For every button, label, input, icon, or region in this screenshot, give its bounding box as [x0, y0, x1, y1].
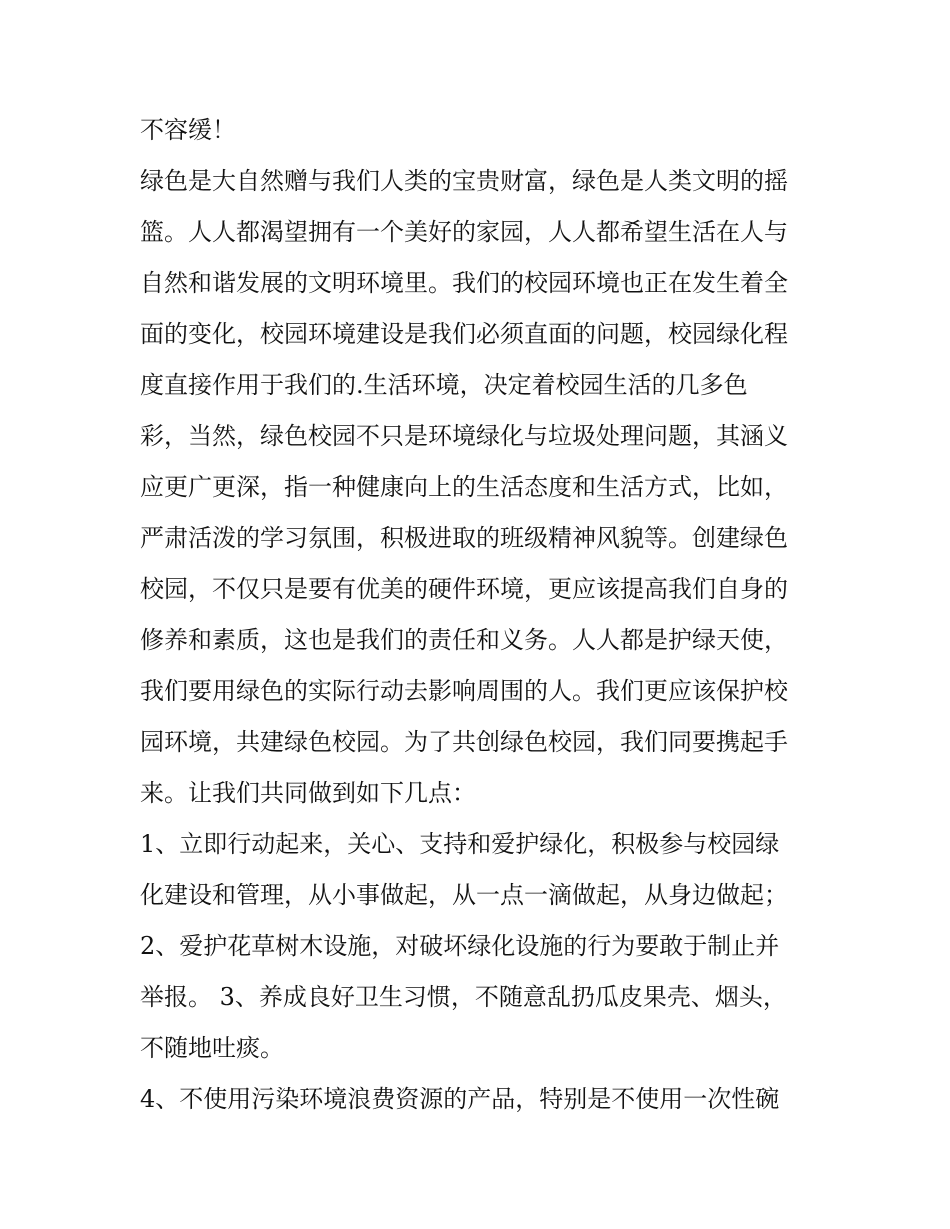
text-line: 校园，不仅只是要有优美的硬件环境，更应该提高我们自身的 — [140, 575, 788, 603]
text-line: 篮。人人都渴望拥有一个美好的家园，人人都希望生活在人与 — [140, 218, 788, 246]
text-line: 不随地吐痰。 — [140, 1034, 284, 1062]
text-line: 2、爱护花草树木设施，对破坏绿化设施的行为要敢于制止并 — [140, 932, 780, 960]
text-line: 1、立即行动起来，关心、支持和爱护绿化，积极参与校园绿 — [140, 830, 780, 858]
text-line: 自然和谐发展的文明环境里。我们的校园环境也正在发生着全 — [140, 269, 788, 297]
text-line: 来。让我们共同做到如下几点： — [140, 779, 476, 807]
text-line: 4、不使用污染环境浪费资源的产品，特别是不使用一次性碗 — [140, 1085, 780, 1113]
text-line: 面的变化，校园环境建设是我们必须直面的问题，校园绿化程 — [140, 320, 788, 348]
text-line: 园环境，共建绿色校园。为了共创绿色校园，我们同要携起手 — [140, 728, 788, 756]
text-line: 应更广更深，指一种健康向上的生活态度和生活方式，比如， — [140, 473, 788, 501]
text-line: 不容缓！ — [140, 116, 236, 144]
text-line: 化建设和管理，从小事做起，从一点一滴做起，从身边做起； — [140, 881, 788, 909]
text-line: 度直接作用于我们的.生活环境，决定着校园生活的几多色 — [140, 371, 748, 399]
text-line: 绿色是大自然赠与我们人类的宝贵财富，绿色是人类文明的摇 — [140, 167, 788, 195]
text-line: 我们要用绿色的实际行动去影响周围的人。我们更应该保护校 — [140, 677, 788, 705]
text-line: 彩，当然，绿色校园不只是环境绿化与垃圾处理问题，其涵义 — [140, 422, 788, 450]
text-line: 举报。 3、养成良好卫生习惯，不随意乱扔瓜皮果壳、烟头， — [140, 983, 787, 1011]
text-line: 严肃活泼的学习氛围，积极进取的班级精神风貌等。创建绿色 — [140, 524, 788, 552]
text-line: 修养和素质，这也是我们的责任和义务。人人都是护绿天使， — [140, 626, 788, 654]
